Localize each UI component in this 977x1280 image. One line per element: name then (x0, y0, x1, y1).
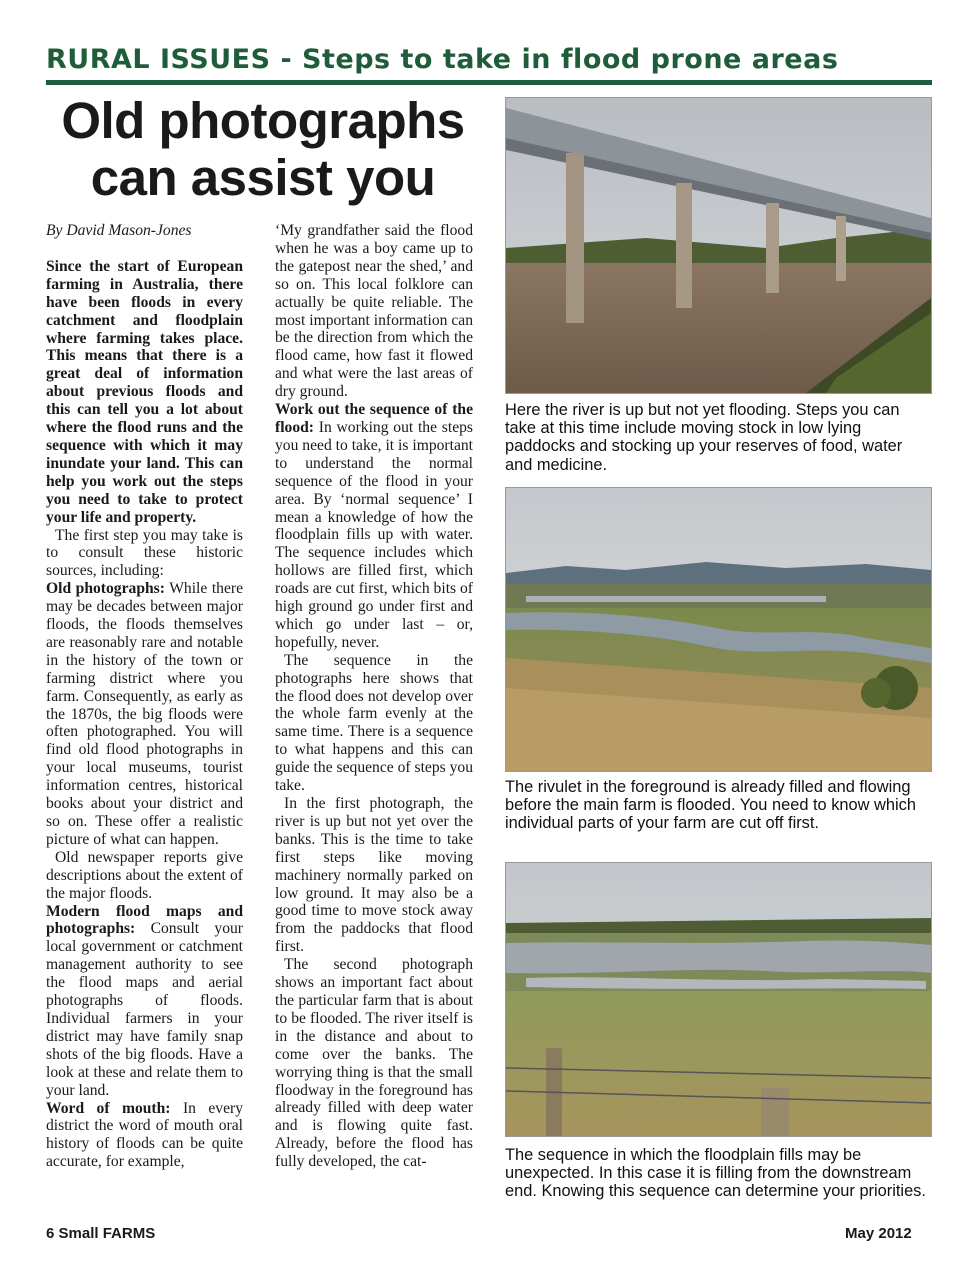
headline-line-1: Old photographs (61, 92, 465, 149)
paragraph-first-step: The first step you may take is to consult these historic sources, including: (46, 526, 243, 580)
rivulet-illustration (506, 488, 931, 771)
article-column-middle (275, 222, 473, 1171)
section-header: RURAL ISSUES - Steps to take in flood prone areas (46, 44, 839, 75)
caption-photo-1: Here the river is up but not yet flooding. Steps you can take at this time include moving stock in low lying paddocks and stocking up your reserves of food, water and medicine. (505, 401, 903, 474)
lead-word-of-mouth: Word of mouth: (46, 1099, 171, 1117)
photo-river-bridge (505, 97, 932, 394)
paragraph-old-photographs (46, 580, 243, 849)
photo-rivulet (505, 487, 932, 772)
byline: By David Mason-Jones (46, 222, 192, 239)
floodplain-illustration (506, 863, 931, 1136)
text-sequence: In working out the steps you need to take, it is important to understand the normal sequence of the flood in your area. By ‘normal sequence’ I mean a knowledge of how the floodplain fills up with water. The sequence includes which hollows are filled first, which roads are cut first, which bits of high ground go under first and which go under last – or, hopefully, never. (275, 418, 473, 651)
lead-modern-maps: Modern flood maps and photographs: (46, 902, 243, 938)
paragraph-grandfather: ‘My grandfather said the flood when he was a boy came up to the gatepost near the shed,’ and so on. This local folklore can actually be quite reliable. The most important information can be the direction from which the flood came, how fast it flowed and what were the last areas of dry ground. (275, 222, 473, 401)
paragraph-newspaper: Old newspaper reports give descriptions about the extent of the major floods. (46, 848, 243, 902)
footer-publication: 6 Small FARMS (46, 1225, 156, 1242)
paragraph-second-photo: The second photograph shows an important fact about the particular farm that is about to be flooded. The river itself is in the distance and about to come over the banks. The worrying thing is that the small floodway in the foreground has already filled with deep water and is flowing quite fast. Already, before the flood has fully developed, the cat- (275, 956, 473, 1171)
river-bridge-illustration (506, 98, 931, 393)
text-old-photographs: While there may be decades between major floods, the floods themselves are reasonably rare and notable in the history of the town or farming district where you farm. Consequently, as early as the 1870s, the big floods were often photographed. You will find old flood photographs in your local museums, tourist information centres, historical books about your district and so on. These offer a realistic picture of what can happen. (46, 580, 243, 848)
intro-paragraph: Since the start of European farming in Australia, there have been floods in every catchment and floodplain where farming takes place. This means that there is a great deal of information about previous floods and this can tell you a lot about where the flood runs and the sequence with which it may inundate your land. This can help you work out the steps you need to take to protect your life and property. (46, 257, 243, 526)
paragraph-word-of-mouth (46, 1100, 243, 1172)
footer-date: May 2012 (845, 1225, 912, 1242)
text-modern-maps: Consult your local government or catchment management authority to see the flood maps and aerial photographs of floods. Individual farmers in your district may have family snap shots of the big floods. Have a look at these and relate them to your land. (46, 920, 243, 1099)
headline (40, 92, 486, 206)
paragraph-first-photo: In the first photograph, the river is up but not yet over the banks. This is the time to take first steps like moving machinery normally parked on low ground. It may also be a good time to move stock away from the paddocks that flood first. (275, 795, 473, 956)
caption-photo-3: The sequence in which the floodplain fills may be unexpected. In this case it is filling from the downstream end. Knowing this sequence can determine your priorities. (505, 1146, 926, 1201)
lead-old-photographs: Old photographs: (46, 580, 165, 598)
headline-line-2: can assist you (90, 149, 436, 206)
header-rule (46, 80, 932, 85)
photo-floodplain (505, 862, 932, 1137)
paragraph-sequence (275, 401, 473, 652)
lead-sequence: Work out the sequence of the flood: (275, 401, 473, 436)
caption-photo-2: The rivulet in the foreground is already filled and flowing before the main farm is flooded. You need to know which individual parts of your farm are cut off first. (505, 778, 916, 833)
paragraph-modern-maps (46, 903, 243, 1100)
text-word-of-mouth: In every district the word of mouth oral history of floods can be quite accurate, for example, (46, 1099, 243, 1171)
article-column-left (46, 222, 243, 1171)
paragraph-photo-sequence: The sequence in the photographs here shows that the flood does not develop over the whole farm evenly at the same time. There is a sequence to what happens and this can guide the sequence of steps you take. (275, 651, 473, 795)
